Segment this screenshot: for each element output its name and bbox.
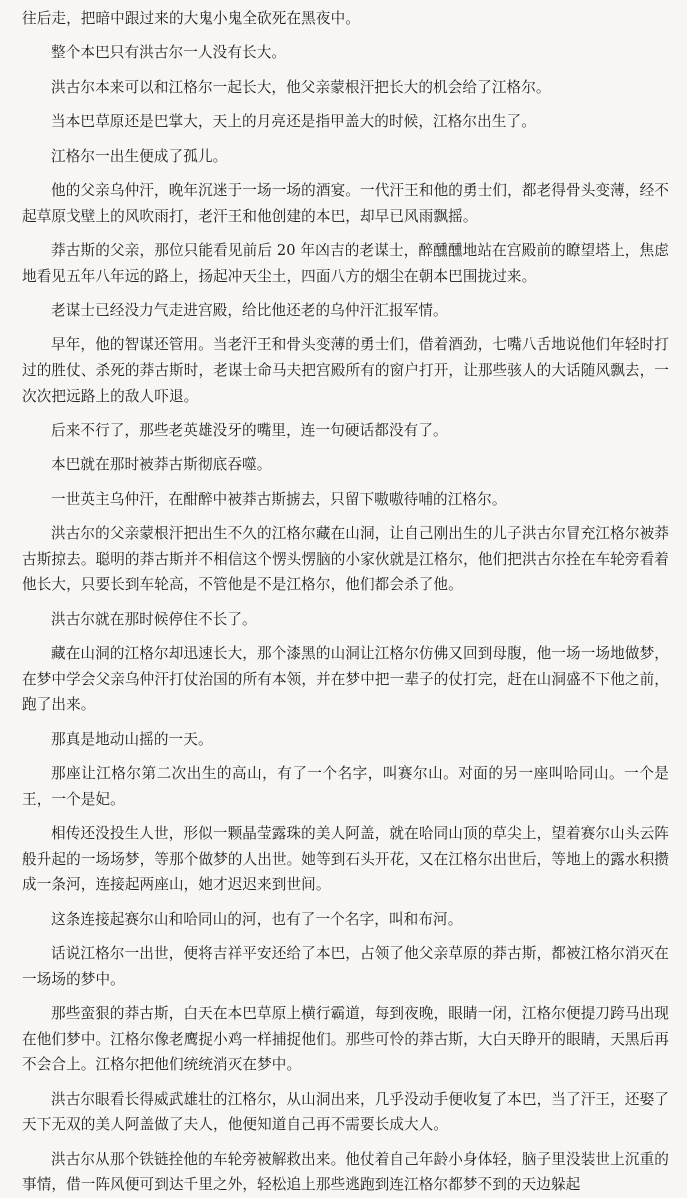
paragraph: 洪古尔从那个铁链拴他的车轮旁被解救出来。他仗着自己年龄小身体轻，脑子里没装世上沉重的事情，借一阵风便可到达千里之外，轻松追上那些逃跑到连江格尔都梦不到的天边躲起 <box>22 1150 669 1194</box>
paragraph: 整个本巴只有洪古尔一人没有长大。 <box>51 44 287 62</box>
paragraph: 那真是地动山摇的一天。 <box>51 730 213 748</box>
paragraph: 这条连接起赛尔山和哈同山的河，也有了一个名字，叫和布河。 <box>51 910 463 928</box>
paragraph: 早年，他的智谋还管用。当老汗王和骨头变薄的勇士们，借着酒劲，七嘴八舌地说他们年轻时打过的胜仗、杀死的莽古斯时，老谋士命马夫把宫殿所有的窗户打开，让那些骇人的大话随风飘去，一次次把远路上的敌人吓退。 <box>22 336 669 405</box>
paragraph: 那些蛮狠的莽古斯，白天在本巴草原上横行霸道，每到夜晚，眼睛一闭，江格尔便提刀跨马出现在他们梦中。江格尔像老鹰捉小鸡一样捕捉他们。那些可怜的莽古斯，大白天睁开的眼睛，天黑后再不会合上。江格尔把他们统统消灭在梦中。 <box>22 1004 669 1074</box>
paragraph: 江格尔一出生便成了孤儿。 <box>51 147 228 165</box>
paragraph: 本巴就在那时被莽古斯彻底吞噬。 <box>51 456 272 474</box>
paragraph: 莽古斯的父亲，那位只能看见前后 20 年凶吉的老谋士，醉醺醺地站在宫殿前的瞭望塔上，焦虑地看见五年八年远的路上，扬起冲天尘土，四面八方的烟尘在朝本巴围拢过来。 <box>22 241 669 285</box>
paragraph: 一世英主乌仲汗，在酣醉中被莽古斯掳去，只留下嗷嗷待哺的江格尔。 <box>51 490 507 508</box>
paragraph: 话说江格尔一出世，便将吉祥平安还给了本巴，占领了他父亲草原的莽古斯，都被江格尔消灭在一场场的梦中。 <box>22 944 669 988</box>
body-text <box>22 6 669 1198</box>
paragraph: 相传还没投生人世，形似一颗晶莹露珠的美人阿盖，就在哈同山顶的草尖上，望着赛尔山头云阵般升起的一场场梦，等那个做梦的人出世。她等到石头开花，又在江格尔出世后，等地上的露水积攒成一条河，连接起两座山，她才迟迟来到世间。 <box>22 824 669 894</box>
paragraph: 藏在山洞的江格尔却迅速长大，那个漆黑的山洞让江格尔仿佛又回到母腹，他一场一场地做梦，在梦中学会父亲乌仲汗打仗治国的所有本领，并在梦中把一辈子的仗打完，赶在山洞盛不下他之前，跑了出来。 <box>22 645 669 714</box>
paragraph: 往后走，把暗中跟过来的大鬼小鬼全砍死在黑夜中。 <box>22 10 360 27</box>
paragraph: 洪古尔本来可以和江格尔一起长大，他父亲蒙根汗把长大的机会给了江格尔。 <box>51 78 551 96</box>
paragraph: 老谋士已经没力气走进宫殿，给比他还老的乌仲汗汇报军情。 <box>51 301 448 319</box>
paragraph: 洪古尔眼看长得威武雄壮的江格尔，从山洞出来，几乎没动手便收复了本巴，当了汗王，还娶了天下无双的美人阿盖做了夫人，他便知道自己再不需要长成大人。 <box>22 1090 669 1134</box>
paragraph: 洪古尔就在那时候停住不长了。 <box>51 610 257 628</box>
paragraph: 那座让江格尔第二次出生的高山，有了一个名字，叫赛尔山。对面的另一座叫哈同山。一个是王，一个是妃。 <box>22 765 669 808</box>
paragraph: 他的父亲乌仲汗，晚年沉迷于一场一场的酒宴。一代汗王和他的勇士们，都老得骨头变薄，经不起草原戈壁上的风吹雨打，老汗王和他创建的本巴，却早已风雨飘摇。 <box>22 181 669 225</box>
paragraph: 当本巴草原还是巴掌大，天上的月亮还是指甲盖大的时候，江格尔出生了。 <box>51 113 536 131</box>
paragraph: 后来不行了，那些老英雄没牙的嘴里，连一句硬话都没有了。 <box>51 421 448 439</box>
paragraph: 洪古尔的父亲蒙根汗把出生不久的江格尔藏在山洞，让自己刚出生的儿子洪古尔冒充江格尔被莽古斯掠去。聪明的莽古斯并不相信这个愣头愣脑的小家伙就是江格尔，他们把洪古尔拴在车轮旁看着他长大，只要长到车轮高，不管他是不是江格尔，他们都会杀了他。 <box>22 525 669 594</box>
